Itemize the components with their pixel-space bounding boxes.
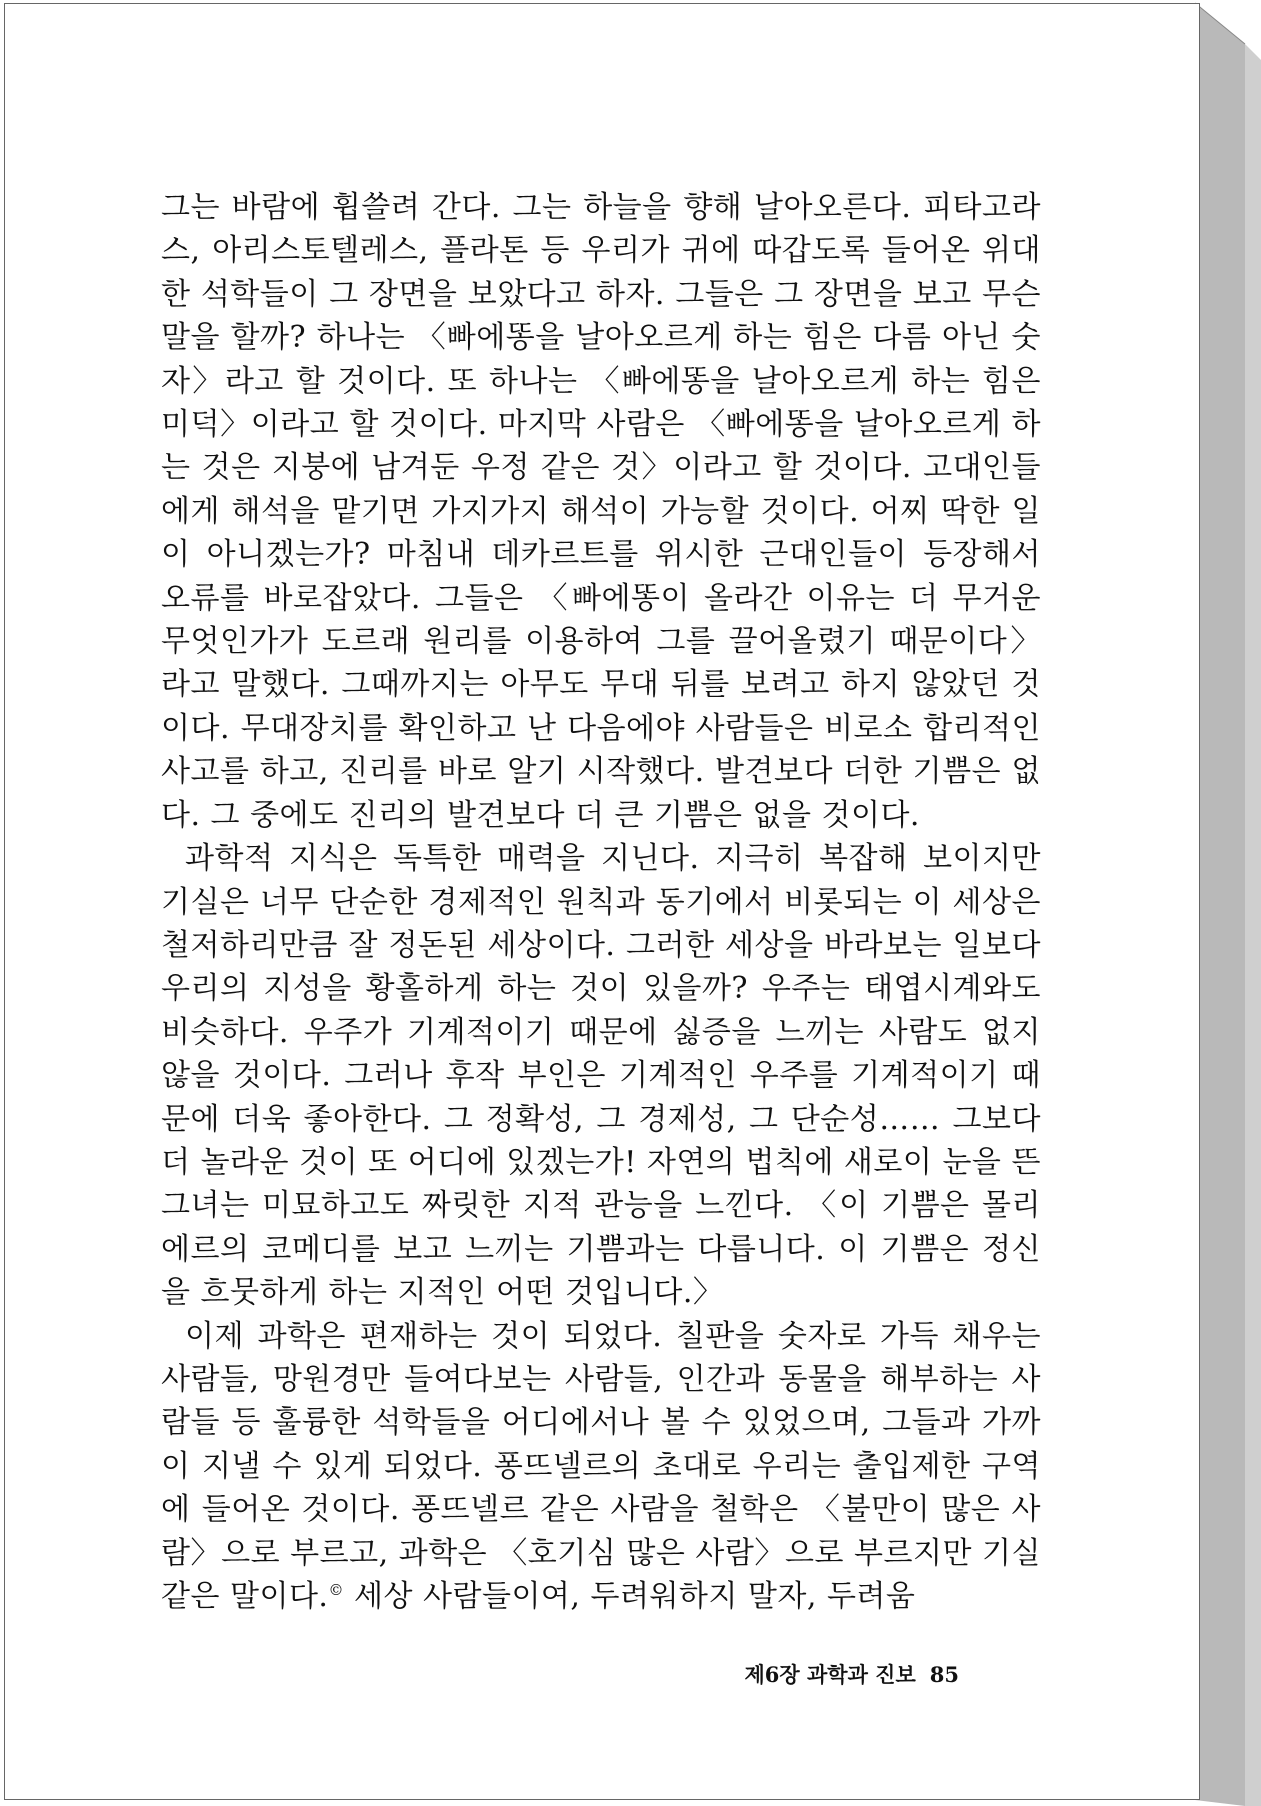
paragraph-2: 과학적 지식은 독특한 매력을 지닌다. 지극히 복잡해 보이지만 기실은 너무 단순한 경제적인 원칙과 동기에서 비롯되는 이 세상은 철저하리만큼 잘 정돈된 세상이다. 그러한 세상을 바라보는 일보다 우리의 지성을 황홀하게 하는 것이 있을까? 우주는 태엽시계와도 비슷하다. 우주가 기계적이기 때문에 싫증을 느끼는 사람도 없지 않을 것이다. 그러나 후작 부인은 기계적인 우주를 기계적이기 때문에 더욱 좋아한다. 그 정확성, 그 경제성, 그 단순성…… 그보다 더 놀라운 것이 또 어디에 있겠는가! 자연의 법칙에 새로이 눈을 뜬 그녀는 미묘하고도 짜릿한 지적 관능을 느낀다. 〈이 기쁨은 몰리에르의 코메디를 보고 느끼는 기쁨과는 다릅니다. 이 기쁨은 정신을 흐뭇하게 하는 지적인 어떤 것입니다.〉 bbox=[161, 841, 1041, 1311]
running-footer bbox=[745, 1659, 959, 1689]
page-number: 85 bbox=[929, 1662, 959, 1687]
body-text bbox=[161, 186, 1041, 1618]
paragraph-3-text: 이제 과학은 편재하는 것이 되었다. 칠판을 숫자로 가득 채우는 사람들, 망원경만 들여다보는 사람들, 인간과 동물을 해부하는 사람들 등 훌륭한 석학들을 어디에서나 볼 수 있었으며, 그들과 가까이 지낼 수 있게 되었다. 퐁뜨넬르의 초대로 우리는 출입제한 구역에 들어온 것이다. 퐁뜨넬르 같은 사람을 철학은 〈불만이 많은 사람〉으로 부르고, 과학은 〈호기심 많은 사람〉으로 부르지만 기실 같은 말이다. bbox=[161, 1318, 1041, 1614]
paragraph-3 bbox=[161, 1315, 1041, 1619]
paragraph-1: 그는 바람에 휩쓸려 간다. 그는 하늘을 향해 날아오른다. 피타고라스, 아리스토텔레스, 플라톤 등 우리가 귀에 따갑도록 들어온 위대한 석학들이 그 장면을 보았다고 하자. 그들은 그 장면을 보고 무슨 말을 할까? 하나는 〈빠에똥을 날아오르게 하는 힘은 다름 아닌 숫자〉라고 할 것이다. 또 하나는 〈빠에똥을 날아오르게 하는 힘은 미덕〉이라고 할 것이다. 마지막 사람은 〈빠에똥을 날아오르게 하는 것은 지붕에 남겨둔 우정 같은 것〉이라고 할 것이다. 고대인들에게 해석을 맡기면 가지가지 해석이 가능할 것이다. 어찌 딱한 일이 아니겠는가? 마침내 데카르트를 위시한 근대인들이 등장해서 오류를 바로잡았다. 그들은 〈빠에똥이 올라간 이유는 더 무거운 무엇인가가 도르래 원리를 이용하여 그를 끌어올렸기 때문이다〉라고 말했다. 그때까지는 아무도 무대 뒤를 보려고 하지 않았던 것이다. 무대장치를 확인하고 난 다음에야 사람들은 비로소 합리적인 사고를 하고, 진리를 바로 알기 시작했다. 발견보다 더한 기쁨은 없다. 그 중에도 진리의 발견보다 더 큰 기쁨은 없을 것이다. bbox=[161, 190, 1041, 833]
footnote-marker: © bbox=[328, 1581, 344, 1599]
paragraph-3-continued: 세상 사람들이여, 두려워하지 말자, 두려움 bbox=[343, 1579, 916, 1614]
page-stack-edge bbox=[1195, 0, 1261, 1806]
chapter-title: 제6장 과학과 진보 bbox=[744, 1662, 916, 1687]
book-page bbox=[4, 3, 1200, 1800]
